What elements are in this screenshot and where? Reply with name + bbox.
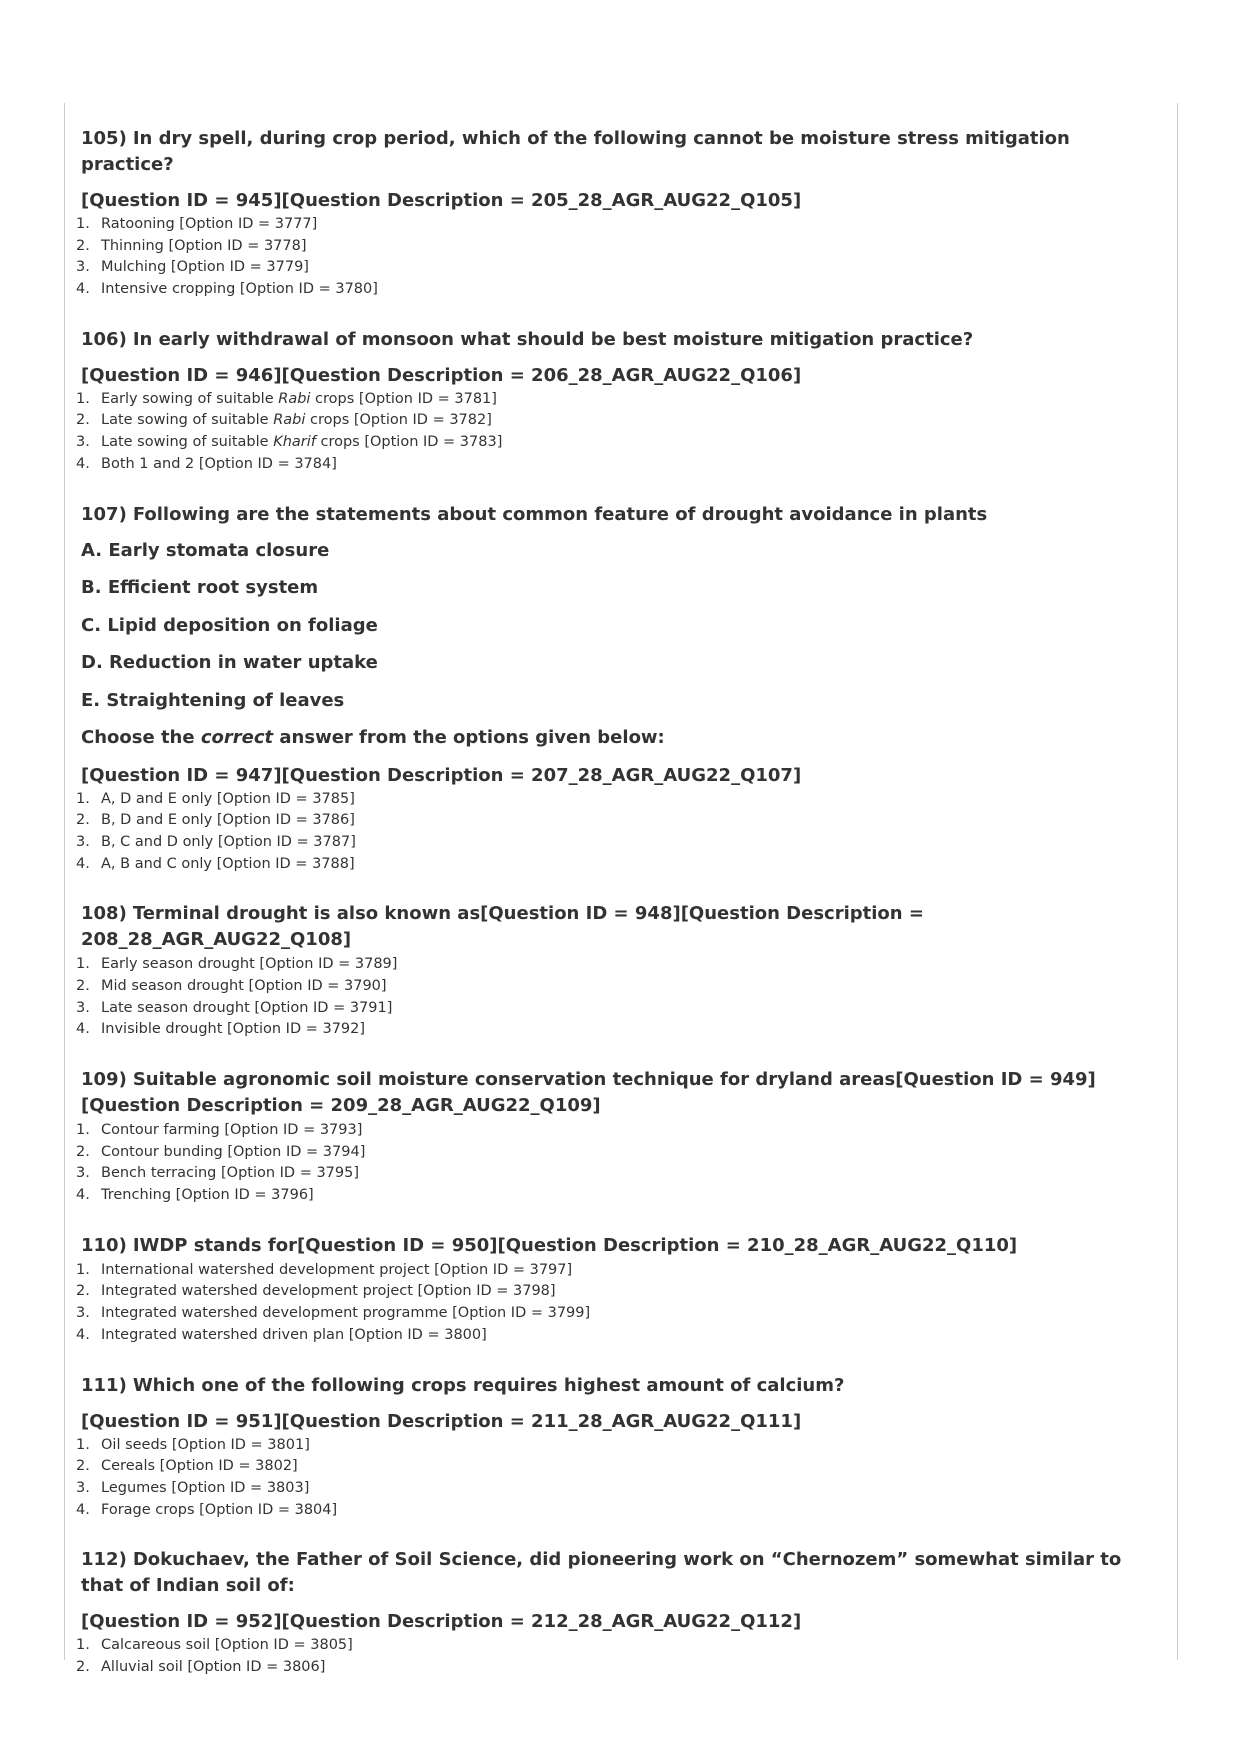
option-number: 3. bbox=[76, 434, 90, 451]
question-stem: Terminal drought is also known as[Question ID = 948][Question Description = 208_28_AGR_AUG22_Q108] bbox=[81, 903, 924, 951]
question-stem: In dry spell, during crop period, which of the following cannot be moisture stress mitigation practice? bbox=[81, 128, 1070, 175]
option-list bbox=[74, 1635, 1144, 1678]
question-number: 105) bbox=[81, 128, 127, 149]
question-id: [Question ID = 947][Question Description = 207_28_AGR_AUG22_Q107] bbox=[81, 764, 802, 786]
question-111 bbox=[74, 1373, 1144, 1522]
option-number: 4. bbox=[76, 1501, 90, 1518]
option-item bbox=[74, 1500, 1144, 1522]
option-text: B, D and E only [Option ID = 3786] bbox=[101, 812, 355, 829]
option-number: 3. bbox=[76, 259, 90, 276]
option-item bbox=[74, 279, 1144, 301]
instruction-text: Choose the bbox=[81, 727, 201, 748]
option-text: Mulching [Option ID = 3779] bbox=[101, 259, 309, 276]
option-item bbox=[74, 257, 1144, 279]
option-number: 4. bbox=[76, 1326, 90, 1343]
option-number: 2. bbox=[76, 1283, 90, 1300]
option-text: Bench terracing [Option ID = 3795] bbox=[101, 1165, 360, 1182]
option-item bbox=[74, 1281, 1144, 1303]
option-text: Late season drought [Option ID = 3791] bbox=[101, 999, 393, 1016]
option-number: 4. bbox=[76, 455, 90, 472]
option-item bbox=[74, 432, 1144, 454]
option-number: 1. bbox=[76, 1261, 90, 1278]
option-number: 2. bbox=[76, 1658, 90, 1675]
question-id: [Question ID = 952][Question Description = 212_28_AGR_AUG22_Q112] bbox=[81, 1611, 802, 1633]
statement: B. Efficient root system bbox=[81, 577, 319, 598]
question-id: [Question ID = 945][Question Description = 205_28_AGR_AUG22_Q105] bbox=[81, 190, 802, 211]
option-number: 2. bbox=[76, 812, 90, 829]
option-text: Intensive cropping [Option ID = 3780] bbox=[101, 281, 378, 298]
option-number: 1. bbox=[76, 790, 90, 807]
question-text bbox=[81, 126, 1144, 178]
option-number: 1. bbox=[76, 1122, 90, 1138]
question-text bbox=[81, 1233, 1144, 1259]
option-text: Cereals [Option ID = 3802] bbox=[101, 1458, 298, 1475]
option-number: 3. bbox=[76, 1305, 90, 1322]
question-id: [Question ID = 951][Question Description = 211_28_AGR_AUG22_Q111] bbox=[81, 1410, 802, 1432]
option-text: International watershed development project [Option ID = 3797] bbox=[101, 1261, 573, 1278]
option-number: 2. bbox=[76, 1458, 90, 1475]
option-text: Calcareous soil [Option ID = 3805] bbox=[101, 1637, 353, 1654]
option-item bbox=[74, 1120, 1144, 1142]
option-item bbox=[74, 954, 1144, 976]
question-number: 110) bbox=[81, 1234, 127, 1256]
option-number: 3. bbox=[76, 1479, 90, 1496]
question-text bbox=[81, 327, 1144, 353]
option-list bbox=[74, 1435, 1144, 1522]
option-list bbox=[74, 1260, 1144, 1347]
option-number: 3. bbox=[76, 833, 90, 850]
option-item bbox=[74, 789, 1144, 811]
option-text: Mid season drought [Option ID = 3790] bbox=[101, 977, 387, 994]
question-text bbox=[81, 1067, 1144, 1119]
question-109 bbox=[74, 1067, 1144, 1207]
option-text-italic: Rabi bbox=[278, 390, 311, 407]
option-item bbox=[74, 454, 1144, 476]
option-text: Contour bunding [Option ID = 3794] bbox=[101, 1143, 366, 1160]
question-112 bbox=[74, 1547, 1144, 1678]
option-item bbox=[74, 998, 1144, 1020]
option-text: Ratooning [Option ID = 3777] bbox=[101, 216, 318, 232]
option-item bbox=[74, 1325, 1144, 1347]
option-number: 3. bbox=[76, 1165, 90, 1182]
option-number: 4. bbox=[76, 281, 90, 298]
option-text: Alluvial soil [Option ID = 3806] bbox=[101, 1658, 326, 1675]
option-item bbox=[74, 854, 1144, 876]
question-id: [Question ID = 946][Question Description = 206_28_AGR_AUG22_Q106] bbox=[81, 364, 802, 386]
option-number: 2. bbox=[76, 1143, 90, 1160]
option-number: 1. bbox=[76, 956, 90, 973]
option-number: 2. bbox=[76, 237, 90, 254]
question-stem: In early withdrawal of monsoon what should be best moisture mitigation practice? bbox=[132, 328, 974, 350]
option-item bbox=[74, 810, 1144, 832]
option-list bbox=[74, 214, 1144, 301]
page-border-left bbox=[64, 103, 65, 1660]
option-number: 4. bbox=[76, 1021, 90, 1038]
option-list bbox=[74, 389, 1144, 476]
option-text: A, D and E only [Option ID = 3785] bbox=[101, 790, 355, 807]
option-text-italic: Kharif bbox=[273, 434, 316, 451]
option-text: Late sowing of suitable bbox=[101, 412, 274, 429]
question-text bbox=[81, 502, 1144, 528]
question-stem: Following are the statements about common feature of drought avoidance in plants bbox=[132, 503, 988, 525]
question-stem: Which one of the following crops requires highest amount of calcium? bbox=[132, 1374, 845, 1396]
option-text: Early season drought [Option ID = 3789] bbox=[101, 956, 398, 973]
question-number: 109) bbox=[81, 1069, 127, 1090]
instruction-emphasis: correct bbox=[200, 727, 274, 748]
page-border-right bbox=[1177, 103, 1178, 1660]
option-item bbox=[74, 1303, 1144, 1325]
option-item bbox=[74, 1163, 1144, 1185]
question-list bbox=[74, 126, 1144, 1705]
question-number: 108) bbox=[81, 903, 127, 925]
option-text: Oil seeds [Option ID = 3801] bbox=[101, 1436, 310, 1453]
option-list bbox=[74, 954, 1144, 1041]
statement: A. Early stomata closure bbox=[81, 539, 330, 561]
option-text: crops [Option ID = 3783] bbox=[315, 434, 503, 451]
option-item bbox=[74, 1478, 1144, 1500]
option-text: Late sowing of suitable bbox=[101, 434, 274, 451]
question-stem: IWDP stands for[Question ID = 950][Question Description = 210_28_AGR_AUG22_Q110] bbox=[132, 1234, 1018, 1256]
option-list bbox=[74, 789, 1144, 876]
option-text: Integrated watershed development project [Option ID = 3798] bbox=[101, 1283, 556, 1300]
option-text: Early sowing of suitable bbox=[101, 390, 279, 407]
question-108 bbox=[74, 901, 1144, 1041]
option-text: Forage crops [Option ID = 3804] bbox=[101, 1501, 338, 1518]
statement: D. Reduction in water uptake bbox=[81, 652, 378, 673]
option-item bbox=[74, 389, 1144, 411]
instruction-text: answer from the options given below: bbox=[273, 727, 665, 748]
option-item bbox=[74, 832, 1144, 854]
option-number: 1. bbox=[76, 1637, 90, 1654]
question-text bbox=[81, 1547, 1144, 1599]
option-number: 1. bbox=[76, 1436, 90, 1453]
option-text: Invisible drought [Option ID = 3792] bbox=[101, 1021, 366, 1038]
question-text bbox=[81, 901, 1144, 953]
question-106 bbox=[74, 327, 1144, 476]
option-item bbox=[74, 410, 1144, 432]
option-text: Legumes [Option ID = 3803] bbox=[101, 1479, 310, 1496]
option-number: 1. bbox=[76, 390, 90, 407]
question-stem: Dokuchaev, the Father of Soil Science, did pioneering work on “Chernozem” somewhat similar to that of Indian soil of: bbox=[81, 1549, 1122, 1597]
option-item bbox=[74, 1657, 1144, 1679]
question-number: 107) bbox=[81, 503, 127, 525]
question-number: 112) bbox=[81, 1549, 127, 1571]
option-text: Integrated watershed development programme [Option ID = 3799] bbox=[101, 1305, 591, 1322]
option-text: Thinning [Option ID = 3778] bbox=[101, 237, 307, 254]
option-list bbox=[74, 1120, 1144, 1207]
option-item bbox=[74, 1635, 1144, 1657]
question-107 bbox=[74, 502, 1144, 876]
option-text-italic: Rabi bbox=[273, 412, 306, 429]
option-item bbox=[74, 236, 1144, 258]
option-item bbox=[74, 1260, 1144, 1282]
option-number: 2. bbox=[76, 977, 90, 994]
question-105 bbox=[74, 126, 1144, 301]
option-item bbox=[74, 1456, 1144, 1478]
question-text bbox=[81, 1373, 1144, 1399]
statement: E. Straightening of leaves bbox=[81, 689, 345, 711]
option-item bbox=[74, 1142, 1144, 1164]
option-text: crops [Option ID = 3782] bbox=[305, 412, 492, 429]
question-stem: Suitable agronomic soil moisture conservation technique for dryland areas[Question ID = 949][Question Description = 209_28_AGR_AUG22_Q109] bbox=[81, 1069, 1096, 1116]
question-number: 106) bbox=[81, 328, 127, 350]
option-number: 2. bbox=[76, 412, 90, 429]
option-text: crops [Option ID = 3781] bbox=[310, 390, 497, 407]
option-text: Trenching [Option ID = 3796] bbox=[101, 1187, 314, 1204]
option-text: A, B and C only [Option ID = 3788] bbox=[101, 855, 355, 872]
statement: C. Lipid deposition on foliage bbox=[81, 614, 378, 636]
option-item bbox=[74, 1185, 1144, 1207]
option-item bbox=[74, 1019, 1144, 1041]
question-number: 111) bbox=[81, 1374, 127, 1396]
option-number: 3. bbox=[76, 999, 90, 1016]
option-item bbox=[74, 1435, 1144, 1457]
option-number: 4. bbox=[76, 855, 90, 872]
option-text: Contour farming [Option ID = 3793] bbox=[101, 1122, 363, 1138]
option-item bbox=[74, 976, 1144, 998]
option-text: Integrated watershed driven plan [Option ID = 3800] bbox=[101, 1326, 487, 1343]
option-text: B, C and D only [Option ID = 3787] bbox=[101, 833, 356, 850]
instruction bbox=[81, 726, 1144, 750]
option-number: 1. bbox=[76, 216, 90, 232]
option-number: 4. bbox=[76, 1187, 90, 1204]
question-110 bbox=[74, 1233, 1144, 1347]
option-item bbox=[74, 214, 1144, 236]
option-text: Both 1 and 2 [Option ID = 3784] bbox=[101, 455, 337, 472]
